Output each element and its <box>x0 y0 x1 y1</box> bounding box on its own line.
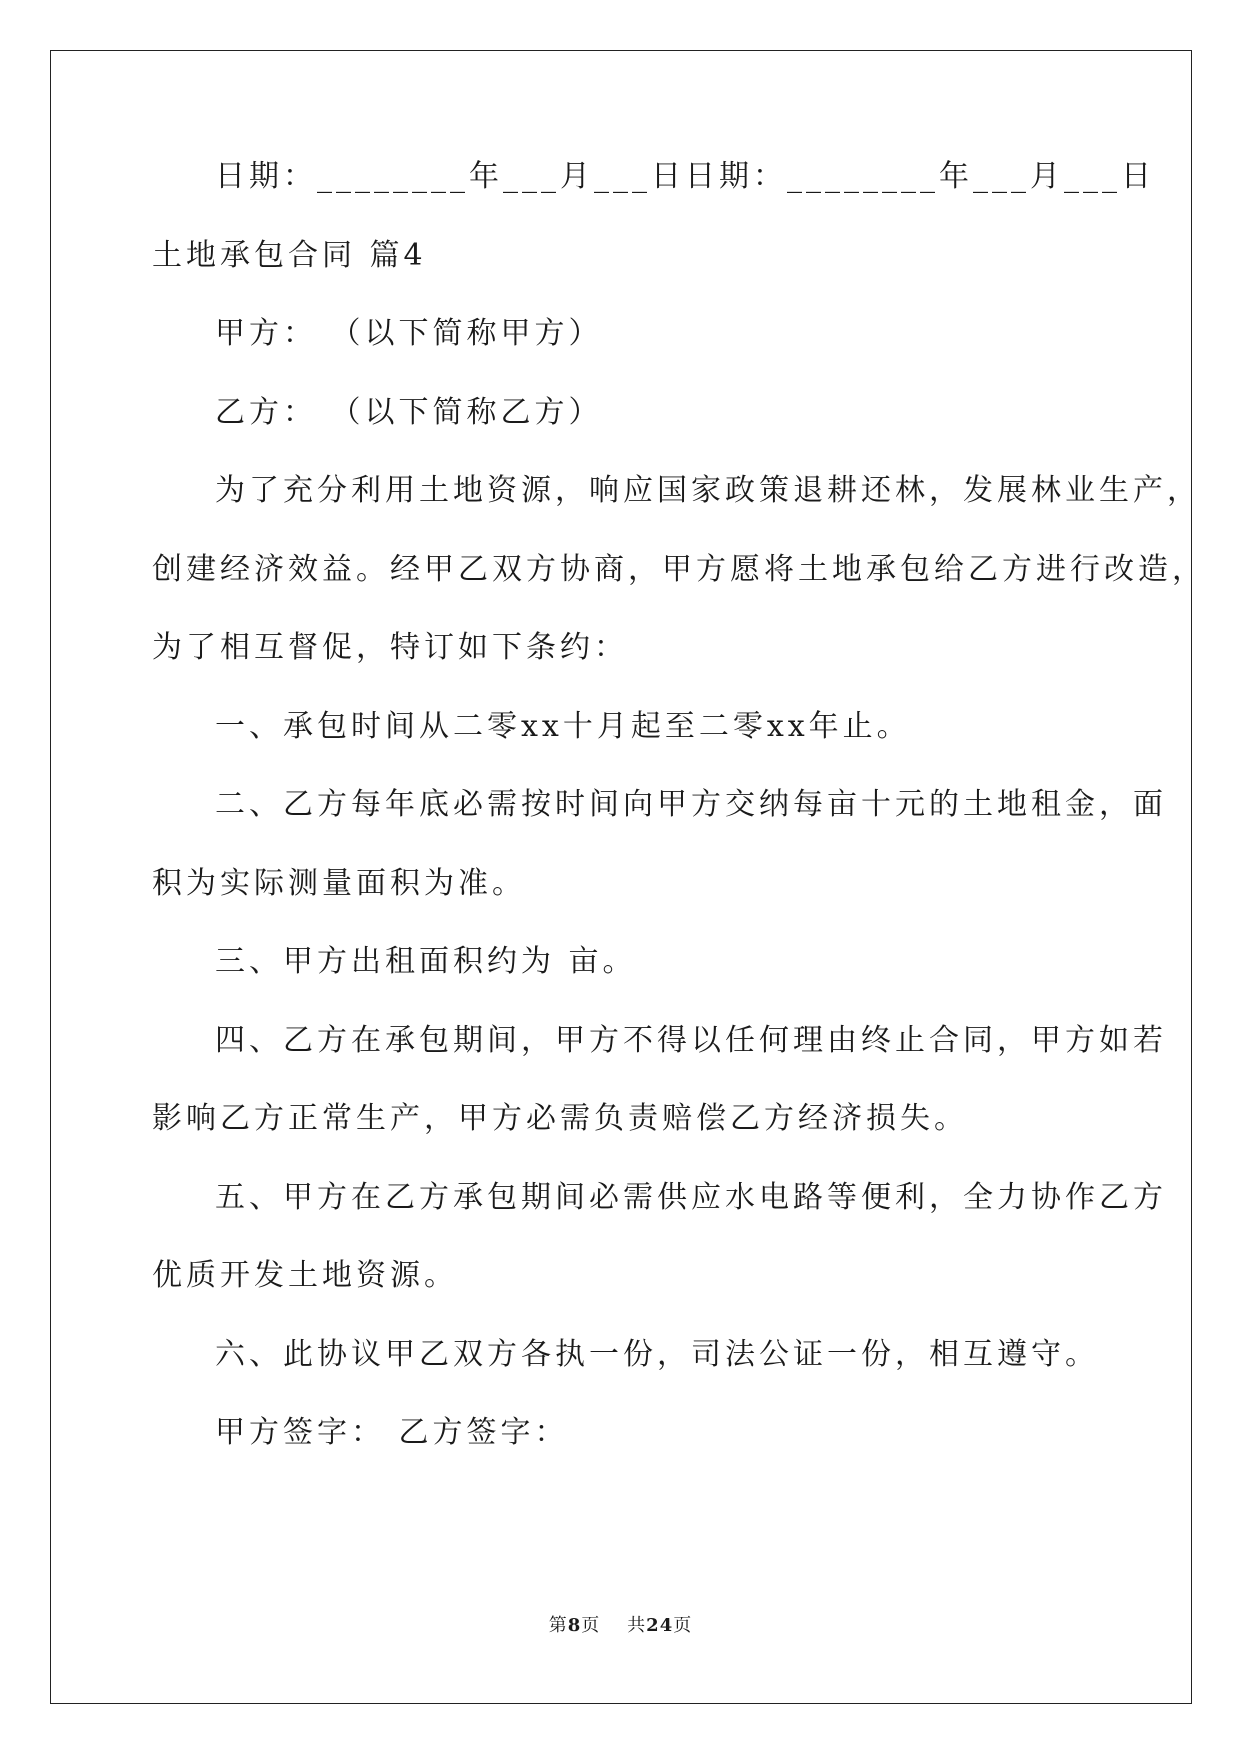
paragraph-line: 为了充分利用土地资源，响应国家政策退耕还林，发展林业生产， <box>215 473 1201 508</box>
clause-1: 一、承包时间从二零xx十月起至二零xx年止。 <box>215 709 911 744</box>
clause-4: 四、乙方在承包期间，甲方不得以任何理由终止合同，甲方如若 <box>215 1023 1167 1058</box>
total-prefix: 共 <box>627 1615 647 1636</box>
clause-4-cont: 影响乙方正常生产，甲方必需负责赔偿乙方经济损失。 <box>152 1101 968 1136</box>
clause-2-cont: 积为实际测量面积为准。 <box>152 866 526 901</box>
date-line: 日期：________年___月___日日期：________年___月___日 <box>215 159 1155 194</box>
clause-5-cont: 优质开发土地资源。 <box>152 1258 458 1293</box>
page-prefix: 第 <box>548 1615 568 1636</box>
clause-6: 六、此协议甲乙双方各执一份，司法公证一份，相互遵守。 <box>215 1337 1099 1372</box>
clause-5: 五、甲方在乙方承包期间必需供应水电路等便利，全力协作乙方 <box>215 1180 1167 1215</box>
paragraph-line: 创建经济效益。经甲乙双方协商，甲方愿将土地承包给乙方进行改造， <box>152 552 1206 587</box>
page-number: 8 <box>567 1615 582 1636</box>
page-footer <box>0 1614 1241 1638</box>
page-suffix: 页 <box>581 1615 601 1636</box>
clause-3: 三、甲方出租面积约为 亩。 <box>215 944 637 979</box>
total-suffix: 页 <box>673 1615 693 1636</box>
party-a-line: 甲方： （以下简称甲方） <box>215 316 603 351</box>
total-pages: 24 <box>646 1615 674 1636</box>
party-b-line: 乙方： （以下简称乙方） <box>215 395 603 430</box>
paragraph-line: 为了相互督促，特订如下条约： <box>152 630 628 665</box>
signature-line: 甲方签字： 乙方签字： <box>215 1415 569 1450</box>
section-heading: 土地承包合同 篇4 <box>152 238 427 273</box>
clause-2: 二、乙方每年底必需按时间向甲方交纳每亩十元的土地租金，面 <box>215 787 1167 822</box>
